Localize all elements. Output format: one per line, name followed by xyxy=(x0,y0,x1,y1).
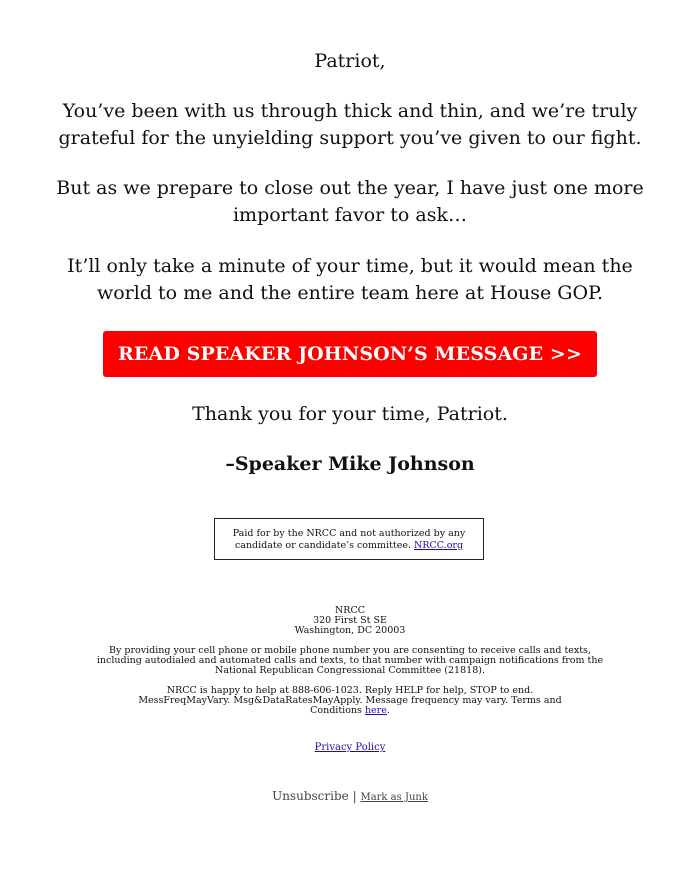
unsubscribe-link[interactable]: Unsubscribe xyxy=(272,789,349,803)
consent-text: By providing your cell phone or mobile phone number you are consenting to receive calls and texts, including autodialed and automated calls and texts, to that number with campaign notifications from the National Republican Congressional Committee (21818). xyxy=(96,645,604,676)
read-message-button[interactable]: READ SPEAKER JOHNSON’S MESSAGE >> xyxy=(103,331,597,377)
help-message: NRCC is happy to help at 888-606-1023. Reply HELP for help, STOP to end. MessFreqMayVary. Msg&DataRatesMayApply. Message frequency may vary. Terms and Conditions xyxy=(138,685,562,716)
help-text xyxy=(120,686,580,716)
address-line-1: 320 First St SE xyxy=(313,615,387,626)
greeting: Patriot, xyxy=(314,50,386,72)
thank-you-text: Thank you for your time, Patriot. xyxy=(192,403,508,425)
paragraph-3: It’ll only take a minute of your time, but it would mean the world to me and the entire team here at House GOP. xyxy=(67,255,633,304)
disclaimer-text: Paid for by the NRCC and not authorized by any candidate or candidate’s committee. xyxy=(232,528,466,551)
address-line-2: Washington, DC 20003 xyxy=(294,625,406,636)
separator: | xyxy=(352,789,357,803)
help-suffix: . xyxy=(386,705,390,716)
nrcc-link[interactable]: NRCC.org xyxy=(414,540,464,551)
privacy-row xyxy=(0,742,700,754)
privacy-policy-link[interactable]: Privacy Policy xyxy=(314,742,386,753)
terms-link[interactable]: here xyxy=(364,705,387,716)
signature: –Speaker Mike Johnson xyxy=(225,453,475,475)
paid-for-disclaimer xyxy=(214,518,484,560)
unsubscribe-row xyxy=(0,789,700,805)
mark-as-junk-link[interactable]: Mark as Junk xyxy=(360,792,428,803)
paragraph-2: But as we prepare to close out the year, I have just one more important favor to ask… xyxy=(56,177,644,226)
paragraph-1: You’ve been with us through thick and thin, and we’re truly grateful for the unyielding support you’ve given to our fight. xyxy=(58,100,642,149)
org-name: NRCC xyxy=(334,605,365,616)
